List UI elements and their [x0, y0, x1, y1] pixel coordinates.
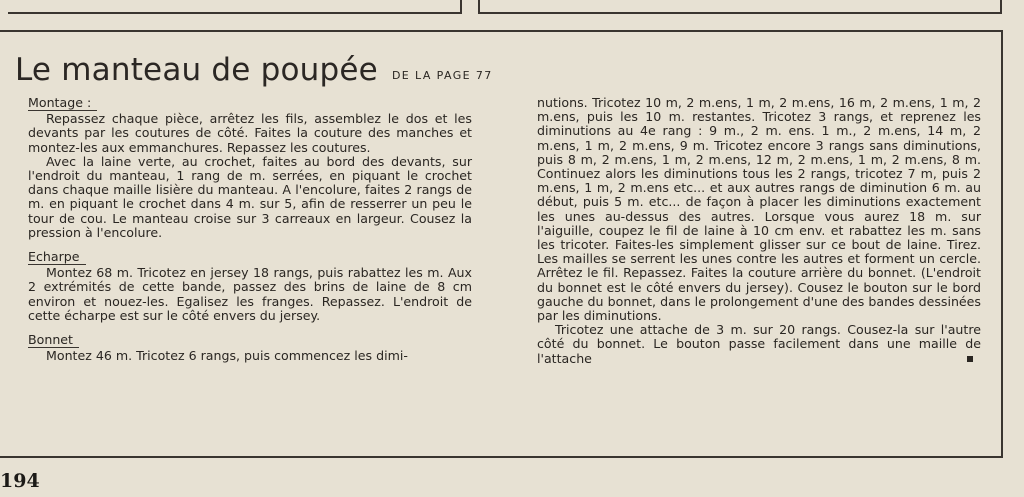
top-rule-right: [478, 0, 1002, 14]
attache-text: Tricotez une attache de 3 m. sur 20 rangs. Cousez-la sur l'autre côté du bonnet. Le bouton passe facilement dans une maille de l'attache: [537, 322, 981, 366]
echarpe-paragraph: Montez 68 m. Tricotez en jersey 18 rangs, puis rabattez les m. Aux 2 extrémités de cette bande, passez des brins de laine de 8 cm environ et nouez-les. Egalisez les franges. Repassez. L'endroit de cette écharpe est sur le côté envers du jersey.: [28, 265, 472, 323]
article-subtitle: DE LA PAGE 77: [391, 69, 493, 82]
left-column: [28, 96, 472, 363]
top-rule-left: [8, 0, 462, 14]
article-title-block: [15, 52, 493, 88]
montage-paragraph-1: Repassez chaque pièce, arrêtez les fils, assemblez le dos et les devants par les coutures de côté. Faites la couture des manches et montez-les aux emmanchures. Repassez les coutures.: [28, 111, 472, 155]
article-title: Le manteau de poupée: [15, 52, 378, 88]
montage-heading: Montage :: [28, 96, 97, 111]
end-mark-icon: [967, 356, 973, 362]
bonnet-continued-paragraph: nutions. Tricotez 10 m, 2 m.ens, 1 m, 2 m.ens, 16 m, 2 m.ens, 1 m, 2 m.ens, puis les 10 m. restantes. Tricotez 3 rangs, et reprenez les diminutions au 4e rang : 9 m., 2 m. ens. 1 m., 2 m.ens, 14 m, 2 m.ens, 1 m, 2 m.ens, 9 m. Tricotez encore 3 rangs sans diminutions, puis 8 m, 2 m.ens, 1 m, 2 m.ens, 12 m, 2 m.ens, 1 m, 2 m.ens, 8 m. Continuez alors les diminutions tous les 2 rangs, tricotez 7 m, puis 2 m.ens, 1 m, 2 m.ens etc... et aux autres rangs de diminution 6 m. au début, puis 5 m. etc... de façon à placer les diminutions exactement les unes au-dessus des autres. Lorsque vous aurez 18 m. sur l'aiguille, coupez le fil de laine à 10 cm env. et rabattez les m. sans les tricoter. Faites-les simplement glisser sur ce bout de laine. Tirez. Les mailles se serrent les unes contre les autres et forment un cercle. Arrêtez le fil. Repassez. Faites la couture arrière du bonnet. (L'endroit du bonnet est le côté envers du jersey). Cousez le bouton sur le bord gauche du bonnet, dans le prolongement d'une des bandes dessinées par les diminutions.: [537, 95, 981, 324]
attache-paragraph: [537, 323, 981, 366]
right-column: [537, 96, 981, 366]
montage-paragraph-2: Avec la laine verte, au crochet, faites au bord des devants, sur l'endroit du manteau, 1 rang de m. serrées, en piquant le crochet dans chaque maille lisière du manteau. A l'encolure, faites 2 rangs de m. en piquant le crochet dans 4 m. sur 5, afin de resserrer un peu le tour de cou. Le manteau croise sur 3 carreaux en largeur. Cousez la pression à l'encolure.: [28, 153, 472, 240]
echarpe-heading: Echarpe: [28, 250, 86, 265]
bonnet-paragraph: Montez 46 m. Tricotez 6 rangs, puis commencez les dimi-: [46, 348, 408, 364]
page-number: 194: [0, 470, 40, 492]
bonnet-heading: Bonnet: [28, 333, 79, 348]
